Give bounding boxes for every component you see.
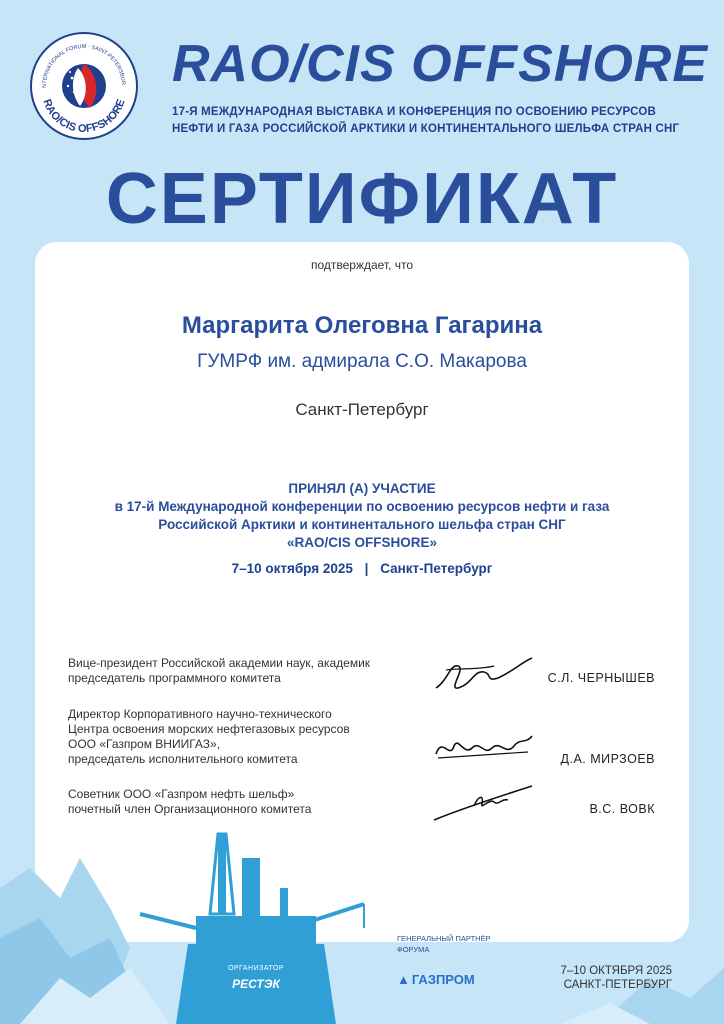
organizer-label: ОРГАНИЗАТОР: [227, 965, 285, 972]
footer-city: САНКТ-ПЕТЕРБУРГ: [563, 979, 672, 991]
event-subtitle-line1: 17-Я МЕЖДУНАРОДНАЯ ВЫСТАВКА И КОНФЕРЕНЦИЯ ПО ОСВОЕНИЮ РЕСУРСОВ: [172, 106, 657, 118]
signature-3: [428, 780, 538, 826]
event-subtitle-line2: НЕФТИ И ГАЗА РОССИЙСКОЙ АРКТИКИ И КОНТИНЕНТАЛЬНОГО ШЕЛЬФА СТРАН СНГ: [172, 123, 680, 135]
organizer-name: РЕСТЭК: [232, 977, 280, 991]
recipient-name: Маргарита Олеговна Гагарина: [181, 312, 543, 339]
signatory-role-2: [68, 707, 350, 767]
participation-line3: «RAO/CIS OFFSHORE»: [286, 535, 438, 550]
signatory-3-role-line: Советник ООО «Газпром нефть шельф»: [68, 787, 295, 801]
signatory-name-1: С.Л. ЧЕРНЫШЕВ: [547, 671, 655, 685]
event-dates: 7–10 октября 2025: [231, 561, 353, 576]
signatory-1-role-line: председатель программного комитета: [68, 671, 281, 685]
logo-arc-top-text: NTERNATIONAL FORUM · SAINT-PETERSBUR: [41, 43, 127, 88]
partner-label-line: ГЕНЕРАЛЬНЫЙ ПАРТНЁР: [397, 934, 491, 943]
event-place: Санкт-Петербург: [380, 561, 493, 576]
signatory-2-role-line: Директор Корпоративного научно-технического: [68, 707, 332, 721]
platform-tower: [242, 858, 260, 918]
platform-deck: [196, 916, 316, 944]
partner-logo: [397, 972, 475, 987]
recipient-city: Санкт-Петербург: [295, 400, 429, 419]
event-title: RAO/CIS OFFSHORE: [172, 35, 709, 93]
platform-derrick: [218, 834, 226, 914]
signature-1: [428, 650, 538, 698]
participation-heading: ПРИНЯЛ (А) УЧАСТИЕ: [288, 481, 436, 496]
event-dates-line: [35, 561, 689, 576]
signatory-name-3: В.С. ВОВК: [589, 802, 655, 816]
partner-label: [397, 933, 491, 955]
offshore-platform-graphic: [0, 828, 724, 1024]
participation-block: [35, 480, 689, 552]
signatory-1-role-line: Вице-президент Российской академии наук, академик: [68, 656, 371, 670]
flame-icon: ▲: [397, 972, 410, 987]
footer-dates: [560, 964, 672, 992]
signatory-2-role-line: председатель исполнительного комитета: [68, 752, 298, 766]
participation-line2: Российской Арктики и континентального шельфа стран СНГ: [158, 517, 566, 532]
recipient-organization: ГУМРФ им. адмирала С.О. Макарова: [197, 351, 527, 372]
signatory-2-role-line: Центра освоения морских нефтегазовых ресурсов: [68, 722, 350, 736]
forum-emblem: [32, 34, 136, 138]
logo-arc-bottom-text: RAO/CIS OFFSHORE: [40, 97, 128, 136]
partner-name: ГАЗПРОМ: [411, 972, 475, 987]
signatory-role-1: [68, 656, 370, 686]
certificate-title: СЕРТИФИКАТ: [105, 159, 619, 239]
forum-logo: [30, 32, 138, 140]
footer-dates-text: 7–10 ОКТЯБРЯ 2025: [560, 965, 672, 977]
signatory-role-3: [68, 787, 311, 817]
signature-2: [428, 726, 538, 770]
participation-line1: в 17-й Международной конференции по освоению ресурсов нефти и газа: [114, 499, 610, 514]
signatory-name-2: Д.А. МИРЗОЕВ: [560, 752, 655, 766]
confirms-text: подтверждает, что: [310, 258, 414, 272]
signatory-2-role-line: ООО «Газпром ВНИИГАЗ»,: [68, 737, 221, 751]
signatory-3-role-line: почетный член Организационного комитета: [68, 802, 312, 816]
dates-separator: |: [364, 561, 369, 576]
event-subtitle: [172, 104, 702, 138]
partner-label-line: ФОРУМА: [397, 945, 430, 954]
